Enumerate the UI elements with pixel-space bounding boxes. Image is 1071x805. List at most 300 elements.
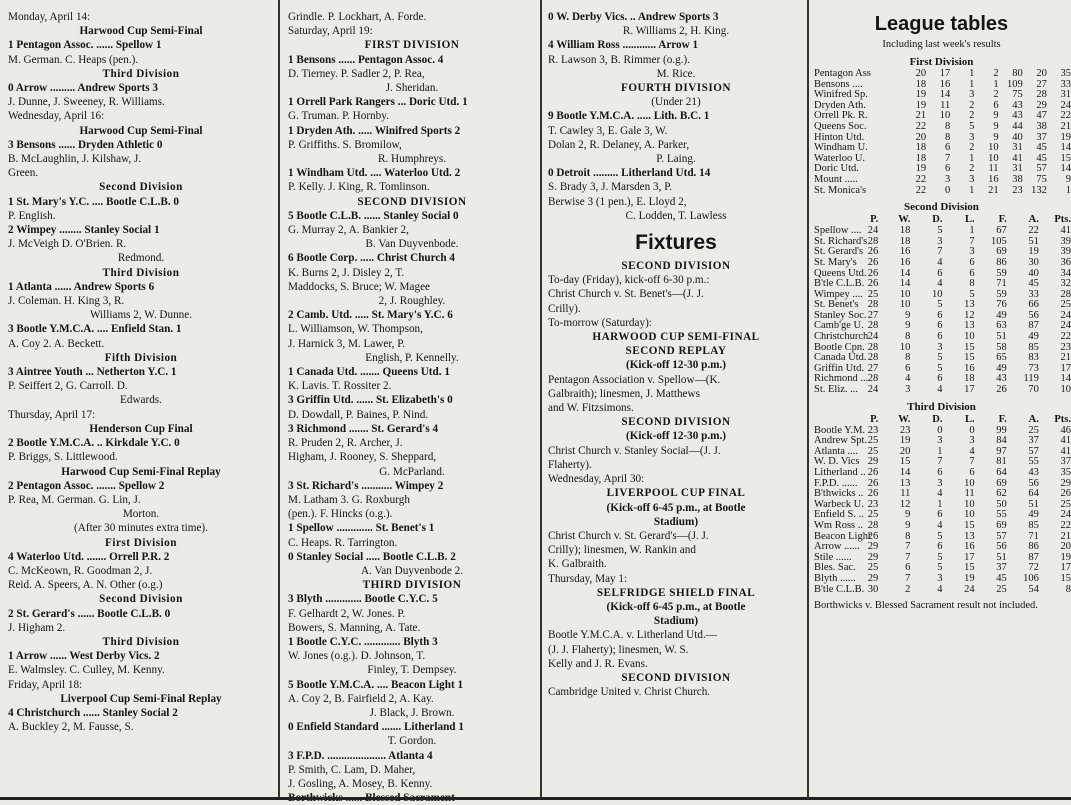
stat-cell: 22: [915, 173, 927, 185]
text-line: M. German. C. Heaps (pen.).: [8, 53, 139, 66]
stat-cell: 19: [964, 572, 975, 584]
text-line: 1 St. Mary's Y.C. .... Bootle C.L.B. 0: [8, 195, 180, 208]
stat-cell: 16: [939, 78, 951, 90]
text-line: J. Harnick 3, M. Lawer, P.: [288, 337, 405, 350]
stat-cell: 1: [937, 498, 943, 510]
team-name: Litherland ..: [814, 467, 866, 478]
text-line: K. Galbraith.: [548, 558, 607, 571]
stat-cell: 24: [1060, 309, 1071, 321]
team-name: Warbeck U.: [814, 498, 864, 510]
stat-cell: 49: [996, 309, 1007, 321]
text-line: M. Rice.: [656, 67, 696, 80]
stat-cell: 3: [945, 173, 951, 185]
stat-cell: 49: [1028, 331, 1039, 343]
stat-cell: 40: [1012, 131, 1023, 143]
stat-cell: 1: [1065, 184, 1071, 196]
stat-cell: 8: [1065, 583, 1071, 595]
text-line: 2, J. Roughley.: [378, 295, 446, 308]
stat-cell: 10: [964, 498, 975, 510]
stat-cell: 13: [964, 320, 975, 332]
text-line: Kelly and J. R. Evans.: [548, 657, 648, 670]
stat-cell: 72: [1028, 562, 1039, 574]
stat-cell: 1: [969, 68, 975, 79]
stat-cell: 3: [969, 246, 975, 258]
text-line: J. Black, J. Brown.: [369, 706, 455, 719]
stat-cell: 51: [1028, 498, 1039, 510]
text-line: Morton.: [122, 508, 160, 521]
stat-cell: 28: [867, 320, 879, 332]
text-line: 0 Detroit ......... Litherland Utd. 14: [548, 167, 711, 180]
stat-cell: 4: [937, 384, 943, 396]
team-name: Griffin Utd.: [814, 362, 864, 374]
stat-cell: 15: [1060, 152, 1071, 164]
text-line: (Kick-off 12-30 p.m.): [625, 359, 727, 372]
text-line: 0 Arrow ......... Andrew Sports 3: [8, 82, 159, 95]
text-line: To-day (Friday), kick-off 6-30 p.m.:: [548, 274, 710, 287]
stat-cell: 3: [937, 435, 943, 447]
stat-cell: 6: [993, 99, 999, 111]
text-line: J. Gosling, A. Mosey, B. Kenny.: [288, 777, 433, 790]
table-row: [814, 574, 1071, 585]
page-bottom-rule: [0, 797, 1071, 800]
stat-cell: 29: [867, 456, 879, 468]
text-line: 2 Camb. Utd. ..... St. Mary's Y.C. 6: [288, 309, 453, 322]
stat-cell: 22: [1060, 331, 1071, 343]
text-line: J. McVeigh D. O'Brien. R.: [8, 238, 127, 251]
stat-cell: 33: [1060, 78, 1071, 90]
header-blank: [814, 414, 846, 426]
stat-cell: 43: [1012, 99, 1023, 111]
text-line: Galbraith); linesmen, J. Matthews: [548, 387, 700, 400]
stat-cell: 26: [1060, 488, 1071, 500]
text-line: C. Heaps. R. Tarrington.: [288, 536, 398, 549]
text-line: T. Gordon.: [387, 735, 437, 748]
stat-cell: 22: [1060, 519, 1071, 531]
stat-cell: 37: [1060, 456, 1071, 468]
stat-cell: 109: [1006, 78, 1023, 90]
stat-cell: 26: [867, 246, 879, 258]
text-line: Grindle. P. Lockhart, A. Forde.: [288, 11, 427, 23]
stat-cell: 9: [905, 309, 911, 321]
section-heading: SECOND DIVISION: [621, 260, 731, 273]
stat-cell: 0: [945, 184, 951, 196]
stat-cell: 10: [932, 288, 943, 300]
text-line: Williams 2, W. Dunne.: [89, 309, 193, 322]
stat-cell: 45: [1036, 152, 1047, 164]
stat-cell: 54: [1028, 583, 1039, 595]
stat-cell: 5: [937, 225, 943, 237]
stat-cell: 24: [964, 583, 975, 595]
text-line: Bowers, S. Manning, A. Tate.: [288, 621, 421, 634]
stat-cell: 11: [964, 488, 975, 500]
stat-cell: 5: [937, 299, 943, 311]
stat-cell: 28: [867, 341, 879, 353]
stat-cell: 18: [915, 142, 927, 154]
table-row: [814, 468, 1071, 479]
table-row: [814, 186, 1071, 197]
stat-cell: 6: [969, 267, 975, 279]
league-tables-subtitle: Including last week's results: [882, 39, 1001, 50]
stat-cell: 56: [1028, 309, 1039, 321]
text-line: 1 Windham Utd. .... Waterloo Utd. 2: [288, 167, 461, 180]
stat-cell: 21: [988, 184, 999, 196]
stat-cell: 23: [1060, 341, 1071, 353]
text-line: (Under 21): [651, 96, 701, 109]
text-line: C. Lodden, T. Lawless: [625, 209, 727, 222]
team-name: F.P.D. ......: [814, 477, 858, 489]
stat-cell: 6: [937, 309, 943, 321]
stat-cell: 10: [939, 110, 951, 122]
team-name: Winifred Sp.: [814, 89, 868, 101]
stat-cell: 30: [1028, 256, 1039, 268]
league-tables-title: League tables: [874, 13, 1009, 35]
stat-cell: 14: [899, 267, 911, 279]
stat-cell: 49: [1028, 509, 1039, 521]
text-line: J. Higham 2.: [8, 621, 66, 634]
text-line: D. Dowdall, P. Baines, P. Nind.: [288, 408, 429, 421]
text-line: R. Pruden 2, R. Archer, J.: [288, 437, 403, 450]
stat-cell: 31: [1012, 163, 1023, 175]
text-line: R. Humphreys.: [377, 153, 447, 166]
stat-cell: 4: [937, 256, 943, 268]
stat-cell: 13: [964, 299, 975, 311]
team-name: B'tle C.L.B.: [814, 278, 865, 290]
text-line: (J. J. Flaherty); linesmen, W. S.: [548, 643, 689, 656]
section-heading: Harwood Cup Semi-Final: [79, 124, 203, 137]
stat-cell: 59: [996, 288, 1007, 300]
text-line: Wednesday, April 16:: [8, 110, 105, 123]
third-division-table: [814, 414, 1071, 596]
team-name: Bensons ....: [814, 78, 863, 90]
stat-cell: 18: [964, 373, 975, 385]
team-name: Mount .....: [814, 173, 858, 185]
stat-cell: 2: [993, 68, 999, 79]
stat-cell: 66: [1028, 299, 1039, 311]
stat-cell: 24: [1060, 320, 1071, 332]
stat-cell: 3: [905, 384, 911, 396]
column-header: L.: [964, 214, 975, 226]
text-line: and W. Fitzsimons.: [548, 402, 634, 415]
section-heading: Third Division: [102, 635, 180, 648]
text-line: 3 Richmond ....... St. Gerard's 4: [288, 422, 439, 435]
column-header: D.: [932, 214, 943, 226]
column-header: W.: [898, 413, 911, 425]
text-line: 1 Arrow ...... West Derby Vics. 2: [8, 650, 160, 663]
team-name: Queens Soc.: [814, 120, 867, 132]
stat-cell: 10: [899, 288, 911, 300]
stat-cell: 3: [937, 572, 943, 584]
stat-cell: 57: [1036, 163, 1047, 175]
stat-cell: 24: [867, 225, 879, 237]
text-line: 4 Christchurch ...... Stanley Social 2: [8, 706, 178, 719]
stat-cell: 3: [937, 235, 943, 247]
stat-cell: 47: [1036, 110, 1047, 122]
stat-cell: 24: [867, 384, 879, 396]
text-line: 1 Bensons ...... Pentagon Assoc. 4: [288, 53, 444, 66]
stat-cell: 6: [969, 256, 975, 268]
text-line: 1 Bootle C.Y.C. ............. Blyth 3: [288, 635, 438, 648]
results-column-1: [0, 0, 278, 800]
team-name: Hinton Utd.: [814, 131, 865, 143]
text-line: Thursday, April 17:: [8, 408, 96, 421]
stat-cell: 4: [937, 519, 943, 531]
column-header: D.: [932, 413, 943, 425]
stat-cell: 55: [996, 509, 1007, 521]
text-line: 1 Spellow ............. St. Benet's 1: [288, 522, 435, 535]
stat-cell: 24: [867, 331, 879, 343]
text-line: Finley, T. Dempsey.: [367, 664, 457, 677]
text-line: Reid. A. Speers, A. N. Other (o.g.): [8, 579, 163, 592]
team-name: Richmond ...: [814, 373, 869, 385]
text-line: To-morrow (Saturday):: [548, 316, 652, 329]
stat-cell: 18: [915, 78, 927, 90]
team-name: St. Gerard's: [814, 246, 864, 258]
text-line: Crilly).: [548, 302, 581, 315]
stat-cell: 73: [1028, 362, 1039, 374]
stat-cell: 62: [996, 488, 1007, 500]
stat-cell: 15: [964, 352, 975, 364]
stat-cell: 21: [1060, 120, 1071, 132]
team-name: Bles. Sac.: [814, 562, 856, 574]
stat-cell: 2: [905, 583, 911, 595]
stat-cell: 16: [988, 173, 999, 185]
text-line: Higham, J. Rooney, S. Sheppard,: [288, 451, 437, 464]
stat-cell: 7: [905, 572, 911, 584]
text-line: P. Laing.: [656, 153, 696, 166]
text-line: R. Lawson 3, B. Rimmer (o.g.).: [548, 53, 691, 66]
team-name: Queens Utd.: [814, 267, 867, 279]
stat-cell: 28: [1060, 288, 1071, 300]
stat-cell: 10: [964, 331, 975, 343]
stat-cell: 59: [996, 267, 1007, 279]
stat-cell: 26: [867, 467, 879, 478]
stat-cell: 1: [993, 78, 999, 90]
text-line: K. Burns 2, J. Disley 2, T.: [288, 266, 405, 279]
column-header: Pts.: [1054, 214, 1071, 226]
stat-cell: 10: [1060, 384, 1071, 396]
text-line: (After 30 minutes extra time).: [74, 522, 208, 535]
stat-cell: 1: [969, 78, 975, 90]
text-line: B. McLaughlin, J. Kilshaw, J.: [8, 153, 142, 166]
stat-cell: 8: [945, 120, 951, 132]
section-heading: Third Division: [102, 266, 180, 279]
team-name: B'tle C.L.B.: [814, 583, 865, 595]
text-line: 9 Bootle Y.M.C.A. ..... Lith. B.C. 1: [548, 110, 710, 123]
section-heading: Third Division: [102, 67, 180, 80]
team-name: Waterloo U.: [814, 152, 866, 164]
stat-cell: 2: [969, 110, 975, 122]
league-tables-column: [810, 0, 1071, 800]
stat-cell: 6: [945, 163, 951, 175]
stat-cell: 41: [1060, 225, 1071, 237]
stat-cell: 1: [937, 445, 943, 457]
stat-cell: 25: [867, 562, 879, 574]
stat-cell: 16: [964, 362, 975, 374]
stat-cell: 22: [1028, 225, 1039, 237]
stat-cell: 3: [969, 89, 975, 101]
team-name: Pentagon Ass: [814, 68, 871, 79]
stat-cell: 15: [964, 519, 975, 531]
stat-cell: 45: [996, 572, 1007, 584]
stat-cell: 37: [1036, 131, 1047, 143]
text-line: Pentagon Association v. Spellow—(K.: [548, 373, 721, 386]
stat-cell: 22: [1060, 110, 1071, 122]
stat-cell: 14: [1060, 142, 1071, 154]
text-line: L. Williamson, W. Thompson,: [288, 323, 423, 336]
section-heading: First Division: [105, 536, 177, 549]
text-line: J. Coleman. H. King 3, R.: [8, 295, 125, 308]
stat-cell: 84: [996, 435, 1007, 447]
stat-cell: 2: [969, 142, 975, 154]
stat-cell: 63: [996, 320, 1007, 332]
stat-cell: 28: [1036, 89, 1047, 101]
text-line: G. McParland.: [379, 465, 445, 478]
stat-cell: 22: [915, 184, 927, 196]
text-line: Thursday, May 1:: [548, 572, 628, 585]
team-name: St. Monica's: [814, 184, 867, 196]
stat-cell: 69: [996, 519, 1007, 531]
text-line: Christ Church v. St. Gerard's—(J. J.: [548, 529, 709, 542]
stat-cell: 51: [996, 551, 1007, 563]
stat-cell: 39: [1060, 246, 1071, 258]
stat-cell: 6: [969, 467, 975, 478]
text-line: C. McKeown, R. Goodman 2, J.: [8, 564, 153, 577]
text-line: P. Griffiths. S. Bromilow,: [288, 138, 402, 151]
column-header: F.: [998, 413, 1007, 425]
team-name: Bootle Y.M.: [814, 424, 866, 436]
text-line: Stadium): [653, 515, 699, 528]
team-name: W. D. Vics: [814, 456, 860, 468]
stat-cell: 25: [1060, 498, 1071, 510]
section-heading: Harwood Cup Semi-Final Replay: [61, 465, 221, 478]
text-line: 1 Pentagon Assoc. ...... Spellow 1: [8, 39, 162, 52]
stat-cell: 58: [996, 341, 1007, 353]
stat-cell: 14: [939, 89, 951, 101]
stat-cell: 132: [1031, 184, 1047, 196]
results-column-2: [280, 0, 540, 800]
stat-cell: 7: [905, 541, 911, 553]
team-name: Bootle Cpn.: [814, 341, 865, 353]
stat-cell: 0: [969, 424, 975, 436]
stat-cell: 6: [937, 509, 943, 521]
section-heading: Henderson Cup Final: [89, 422, 193, 435]
results-and-fixtures-column: [542, 0, 808, 800]
column-header: A.: [1028, 413, 1039, 425]
text-line: Saturday, April 19:: [288, 25, 373, 38]
stat-cell: 4: [937, 488, 943, 500]
stat-cell: 17: [1060, 562, 1071, 574]
section-heading: FIRST DIVISION: [364, 39, 460, 52]
text-line: A. Buckley 2, M. Fausse, S.: [8, 721, 134, 734]
text-line: T. Cawley 3, E. Gale 3, W.: [548, 124, 668, 137]
stat-cell: 2: [993, 89, 999, 101]
stat-cell: 25: [996, 583, 1007, 595]
column-header: Pts.: [1054, 413, 1071, 425]
column-header: P.: [870, 413, 879, 425]
stat-cell: 5: [937, 530, 943, 542]
text-line: (Kick-off 12-30 p.m.): [625, 430, 727, 443]
stat-cell: 11: [940, 99, 951, 111]
stat-cell: 2: [969, 163, 975, 175]
stat-cell: 21: [1060, 352, 1071, 364]
section-heading: LIVERPOOL CUP FINAL: [606, 487, 746, 500]
stat-cell: 26: [867, 278, 879, 290]
team-name: Christchurch: [814, 331, 869, 343]
stat-cell: 56: [1028, 477, 1039, 489]
stat-cell: 29: [1036, 99, 1047, 111]
stat-cell: 5: [969, 288, 975, 300]
stat-cell: 32: [1060, 278, 1071, 290]
text-line: Stadium): [653, 615, 699, 628]
stat-cell: 10: [964, 477, 975, 489]
stat-cell: 14: [899, 467, 911, 478]
stat-cell: 99: [996, 424, 1007, 436]
stat-cell: 56: [996, 541, 1007, 553]
stat-cell: 9: [993, 110, 999, 122]
team-name: Wimpey ....: [814, 288, 863, 300]
text-line: 6 Bootle Corp. ..... Christ Church 4: [288, 252, 455, 265]
section-heading: Liverpool Cup Semi-Final Replay: [60, 692, 222, 705]
stat-cell: 17: [964, 384, 975, 396]
text-line: 3 Bensons ...... Dryden Athletic 0: [8, 138, 163, 151]
stat-cell: 5: [937, 362, 943, 374]
team-name: Andrew Spt.: [814, 435, 868, 447]
stat-cell: 85: [1028, 341, 1039, 353]
stat-cell: 30: [867, 583, 879, 595]
text-line: P. Briggs, S. Littlewood.: [8, 451, 118, 464]
stat-cell: 29: [867, 541, 879, 553]
stat-cell: 6: [945, 142, 951, 154]
stat-cell: 105: [991, 235, 1007, 247]
stat-cell: 20: [1060, 541, 1071, 553]
stat-cell: 3: [969, 435, 975, 447]
text-line: P. English.: [8, 209, 56, 222]
stat-cell: 10: [988, 142, 999, 154]
text-line: English, P. Kennelly.: [365, 351, 459, 364]
stat-cell: 7: [969, 456, 975, 468]
stat-cell: 15: [1060, 572, 1071, 584]
stat-cell: 25: [1028, 424, 1039, 436]
text-line: G. Murray 2, A. Bankier 2,: [288, 224, 409, 237]
stat-cell: 0: [937, 424, 943, 436]
stat-cell: 14: [1060, 163, 1071, 175]
stat-cell: 12: [899, 498, 911, 510]
stat-cell: 39: [1060, 235, 1071, 247]
team-name: Arrow ......: [814, 541, 860, 553]
text-line: Edwards.: [120, 394, 162, 407]
stat-cell: 25: [867, 445, 879, 457]
stat-cell: 9: [905, 320, 911, 332]
stat-cell: 80: [1012, 68, 1023, 79]
stat-cell: 5: [937, 562, 943, 574]
stat-cell: 33: [1028, 288, 1039, 300]
stat-cell: 23: [867, 424, 879, 436]
stat-cell: 28: [867, 373, 879, 385]
team-name: St. Eliz. ...: [814, 384, 859, 396]
table-row: [814, 521, 1071, 532]
stat-cell: 6: [937, 320, 943, 332]
stat-cell: 2: [969, 99, 975, 111]
stat-cell: 41: [1060, 435, 1071, 447]
first-division-heading: First Division: [909, 56, 974, 68]
stat-cell: 26: [867, 256, 879, 268]
stat-cell: 43: [996, 373, 1007, 385]
stat-cell: 26: [867, 530, 879, 542]
text-line: 1 Dryden Ath. ..... Winifred Sports 2: [288, 124, 461, 137]
text-line: 0 W. Derby Vics. .. Andrew Sports 3: [548, 11, 719, 23]
stat-cell: 27: [867, 362, 879, 374]
team-name: Windham U.: [814, 142, 868, 154]
